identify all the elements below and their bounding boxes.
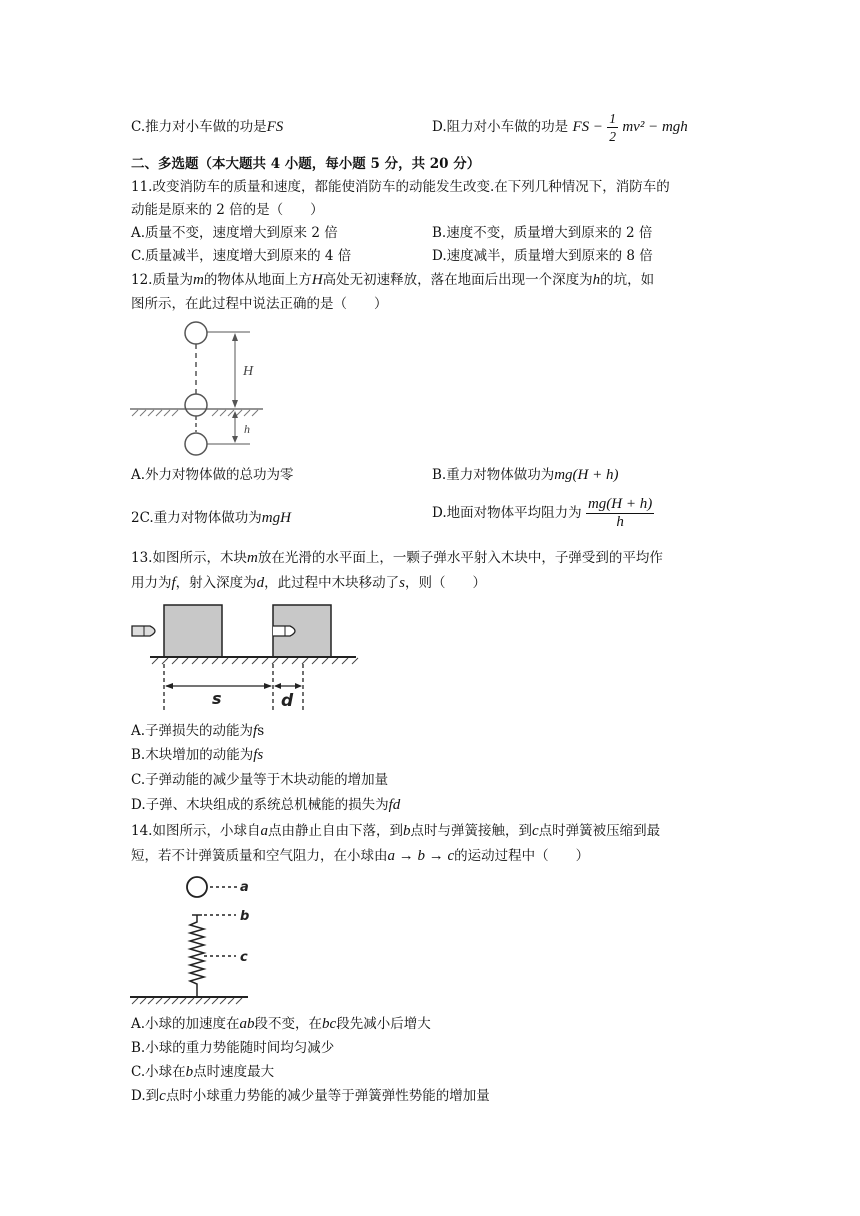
q10-option-d: D.阻力对小车做的功是 FS − $\frac{1}{2}$ mv² − mgh — [432, 111, 688, 144]
q14-stem-line1: 14.如图所示，小球自a点由静止自由下落，到b点时与弹簧接触，到c点时弹簧被压缩到最 — [131, 823, 661, 839]
fig-label-c: c — [240, 950, 248, 965]
q14-option-d: D.到c点时小球重力势能的减少量等于弹簧弹性势能的增加量 — [131, 1088, 490, 1104]
q14-figure — [128, 870, 253, 1010]
fraction-one-half: $\frac{1}{2}$ — [609, 111, 617, 144]
q14-option-a: A.小球的加速度在ab段不变，在bc段先减小后增大 — [131, 1016, 431, 1032]
q11-option-a: A.质量不变，速度增大到原来 2 倍 — [131, 225, 338, 241]
q10-option-c: C.推力对小车做的功是FS — [131, 119, 284, 135]
q13-option-a: A.子弹损失的动能为fs — [131, 723, 265, 739]
q11-option-b: B.速度不变，质量增大到原来的 2 倍 — [432, 225, 653, 241]
math-fs: FS — [266, 119, 284, 135]
q11-option-c: C.质量减半，速度增大到原来的 4 倍 — [131, 248, 352, 264]
q12-option-a: A.外力对物体做的总功为零 — [131, 467, 294, 483]
q13-figure — [128, 600, 363, 715]
q13-stem-line2: 用力为f，射入深度为d，此过程中木块移动了s，则（ ） — [131, 575, 487, 591]
fraction-resistance: $\frac{mg(H + h)}{h}$ — [587, 496, 653, 530]
fig-label-a: a — [240, 880, 249, 895]
q12-option-c: 2C.重力对物体做功为mgH — [131, 510, 291, 526]
fig-label-b: b — [240, 909, 250, 924]
q12-option-d: D.地面对物体平均阻力为 $\frac{mg(H + h)}{h}$ — [432, 496, 653, 530]
q12-stem-line2: 图所示，在此过程中说法正确的是（ ） — [131, 296, 388, 312]
q11-option-d: D.速度减半，质量增大到原来的 8 倍 — [432, 248, 653, 264]
q14-option-c: C.小球在b点时速度最大 — [131, 1064, 275, 1080]
q14-option-b: B.小球的重力势能随时间均匀减少 — [131, 1040, 335, 1056]
q11-stem-line1: 11.改变消防车的质量和速度，都能使消防车的动能发生改变.在下列几种情况下，消防车的 — [131, 179, 670, 195]
q13-option-d: D.子弹、木块组成的系统总机械能的损失为fd — [131, 797, 401, 813]
q12-stem-line1: 12.质量为m的物体从地面上方H高处无初速释放，落在地面后出现一个深度为h的坑，如 — [131, 272, 655, 288]
section-heading: 二、多选题（本大题共 4 小题，每小题 5 分，共 20 分） — [131, 156, 481, 172]
q13-stem-line1: 13.如图所示，木块m放在光滑的水平面上，一颗子弹水平射入木块中，子弹受到的平均作 — [131, 550, 663, 566]
fig-label-d: d — [281, 691, 294, 711]
fig-label-h: h — [244, 422, 250, 436]
q13-option-b: B.木块增加的动能为fs — [131, 747, 264, 763]
q12-option-b: B.重力对物体做功为mg(H + h) — [432, 467, 619, 483]
fig-label-s: s — [212, 689, 222, 708]
q11-stem-line2: 动能是原来的 2 倍的是（ ） — [131, 202, 324, 218]
q13-option-c: C.子弹动能的减少量等于木块动能的增加量 — [131, 772, 389, 788]
q12-figure — [128, 316, 268, 456]
q14-stem-line2: 短，若不计弹簧质量和空气阻力，在小球由a → b → c的运动过程中（ ） — [131, 848, 590, 864]
fig-label-H: H — [243, 364, 254, 379]
